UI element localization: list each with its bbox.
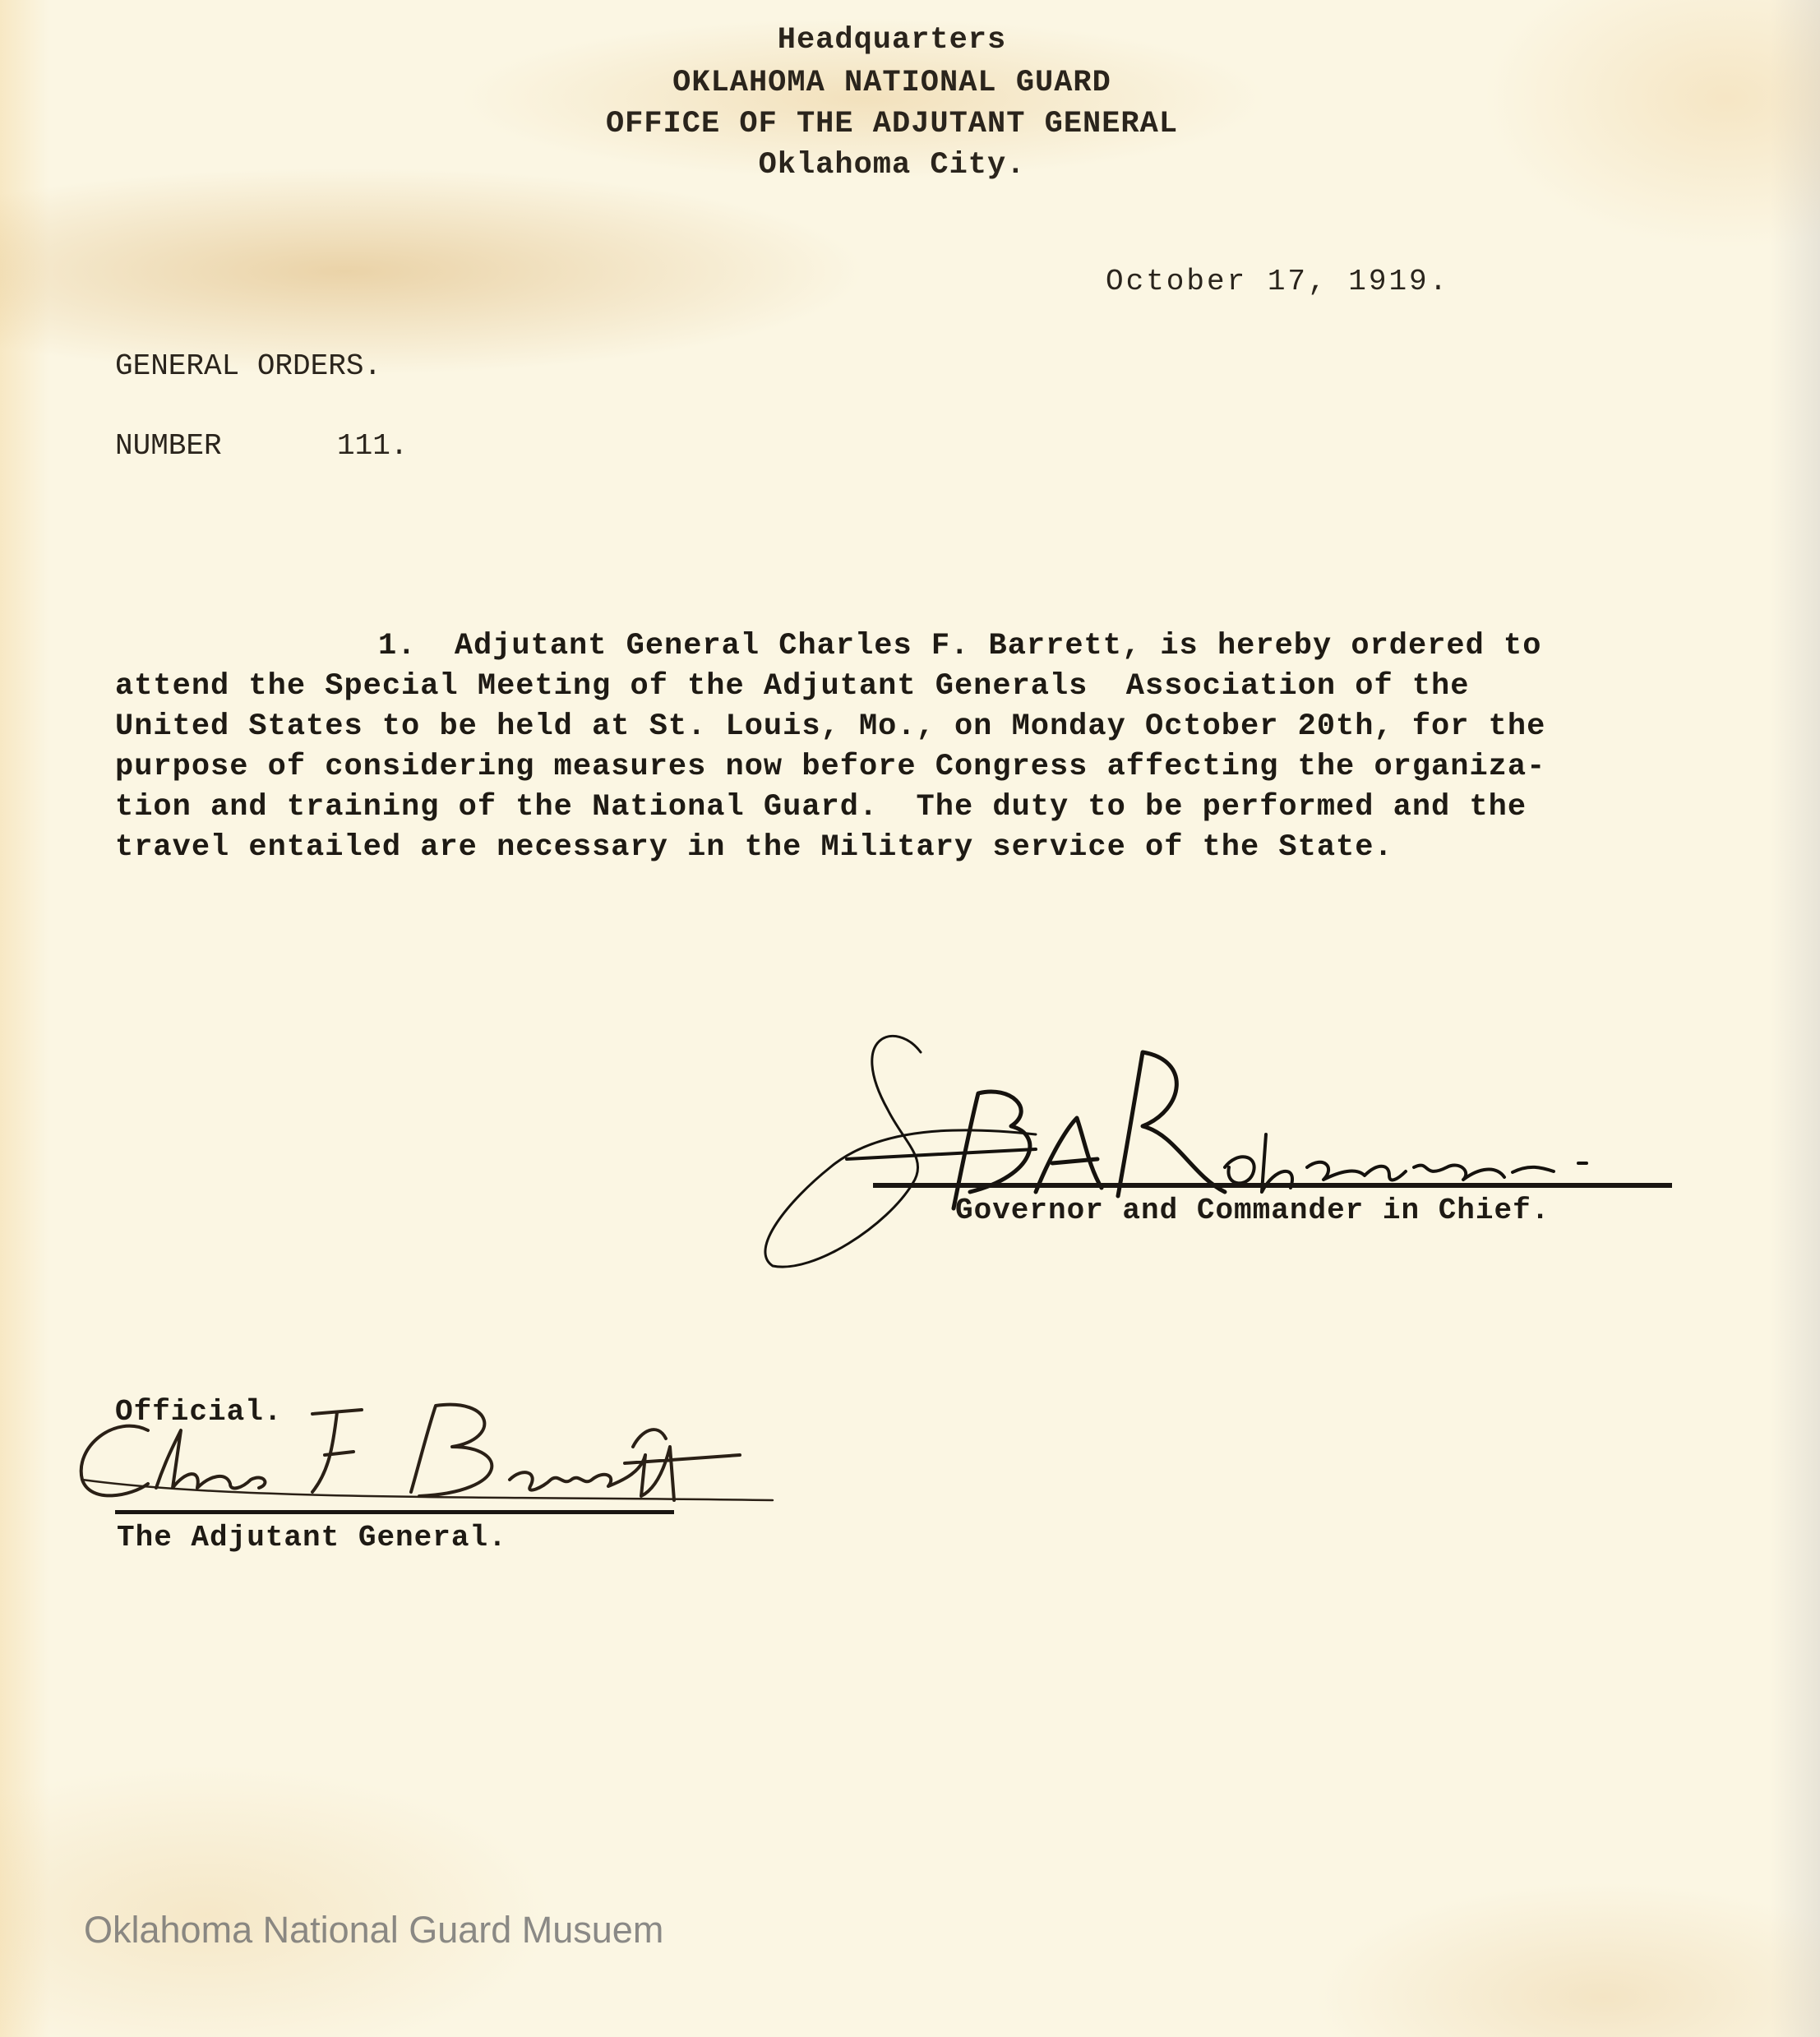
adjutant-signature-line (115, 1510, 674, 1514)
governor-caption: Governor and Commander in Chief. (955, 1194, 1550, 1227)
body-line-2: attend the Special Meeting of the Adjutant Generals Association of the (115, 669, 1470, 704)
governor-signature-line (873, 1183, 1672, 1188)
letterhead-organization: OKLAHOMA NATIONAL GUARD (672, 66, 1111, 100)
letterhead-city: Oklahoma City. (758, 148, 1026, 182)
adjutant-caption: The Adjutant General. (117, 1521, 507, 1554)
letterhead-headquarters: Headquarters (777, 23, 1007, 58)
general-orders-title: GENERAL ORDERS. (115, 349, 382, 383)
order-number-value: 111. (337, 429, 409, 463)
body-line-3: United States to be held at St. Louis, Mo., on Monday October 20th, for the (115, 709, 1546, 744)
body-line-5: tion and training of the National Guard. The duty to be performed and the (115, 790, 1527, 824)
official-label: Official. (115, 1395, 283, 1429)
document-date: October 17, 1919. (1106, 265, 1450, 298)
body-line-6: travel entailed are necessary in the Military service of the State. (115, 830, 1393, 865)
body-line-4: purpose of considering measures now before Congress affecting the organiza- (115, 750, 1546, 784)
governor-signature (764, 1003, 1685, 1282)
adjutant-signature (66, 1397, 789, 1537)
body-line-1: 1. Adjutant General Charles F. Barrett, is hereby ordered to (378, 629, 1542, 663)
order-number-label: NUMBER (115, 429, 222, 463)
letterhead-office: OFFICE OF THE ADJUTANT GENERAL (605, 107, 1179, 141)
museum-watermark: Oklahoma National Guard Musuem (84, 1909, 664, 1951)
